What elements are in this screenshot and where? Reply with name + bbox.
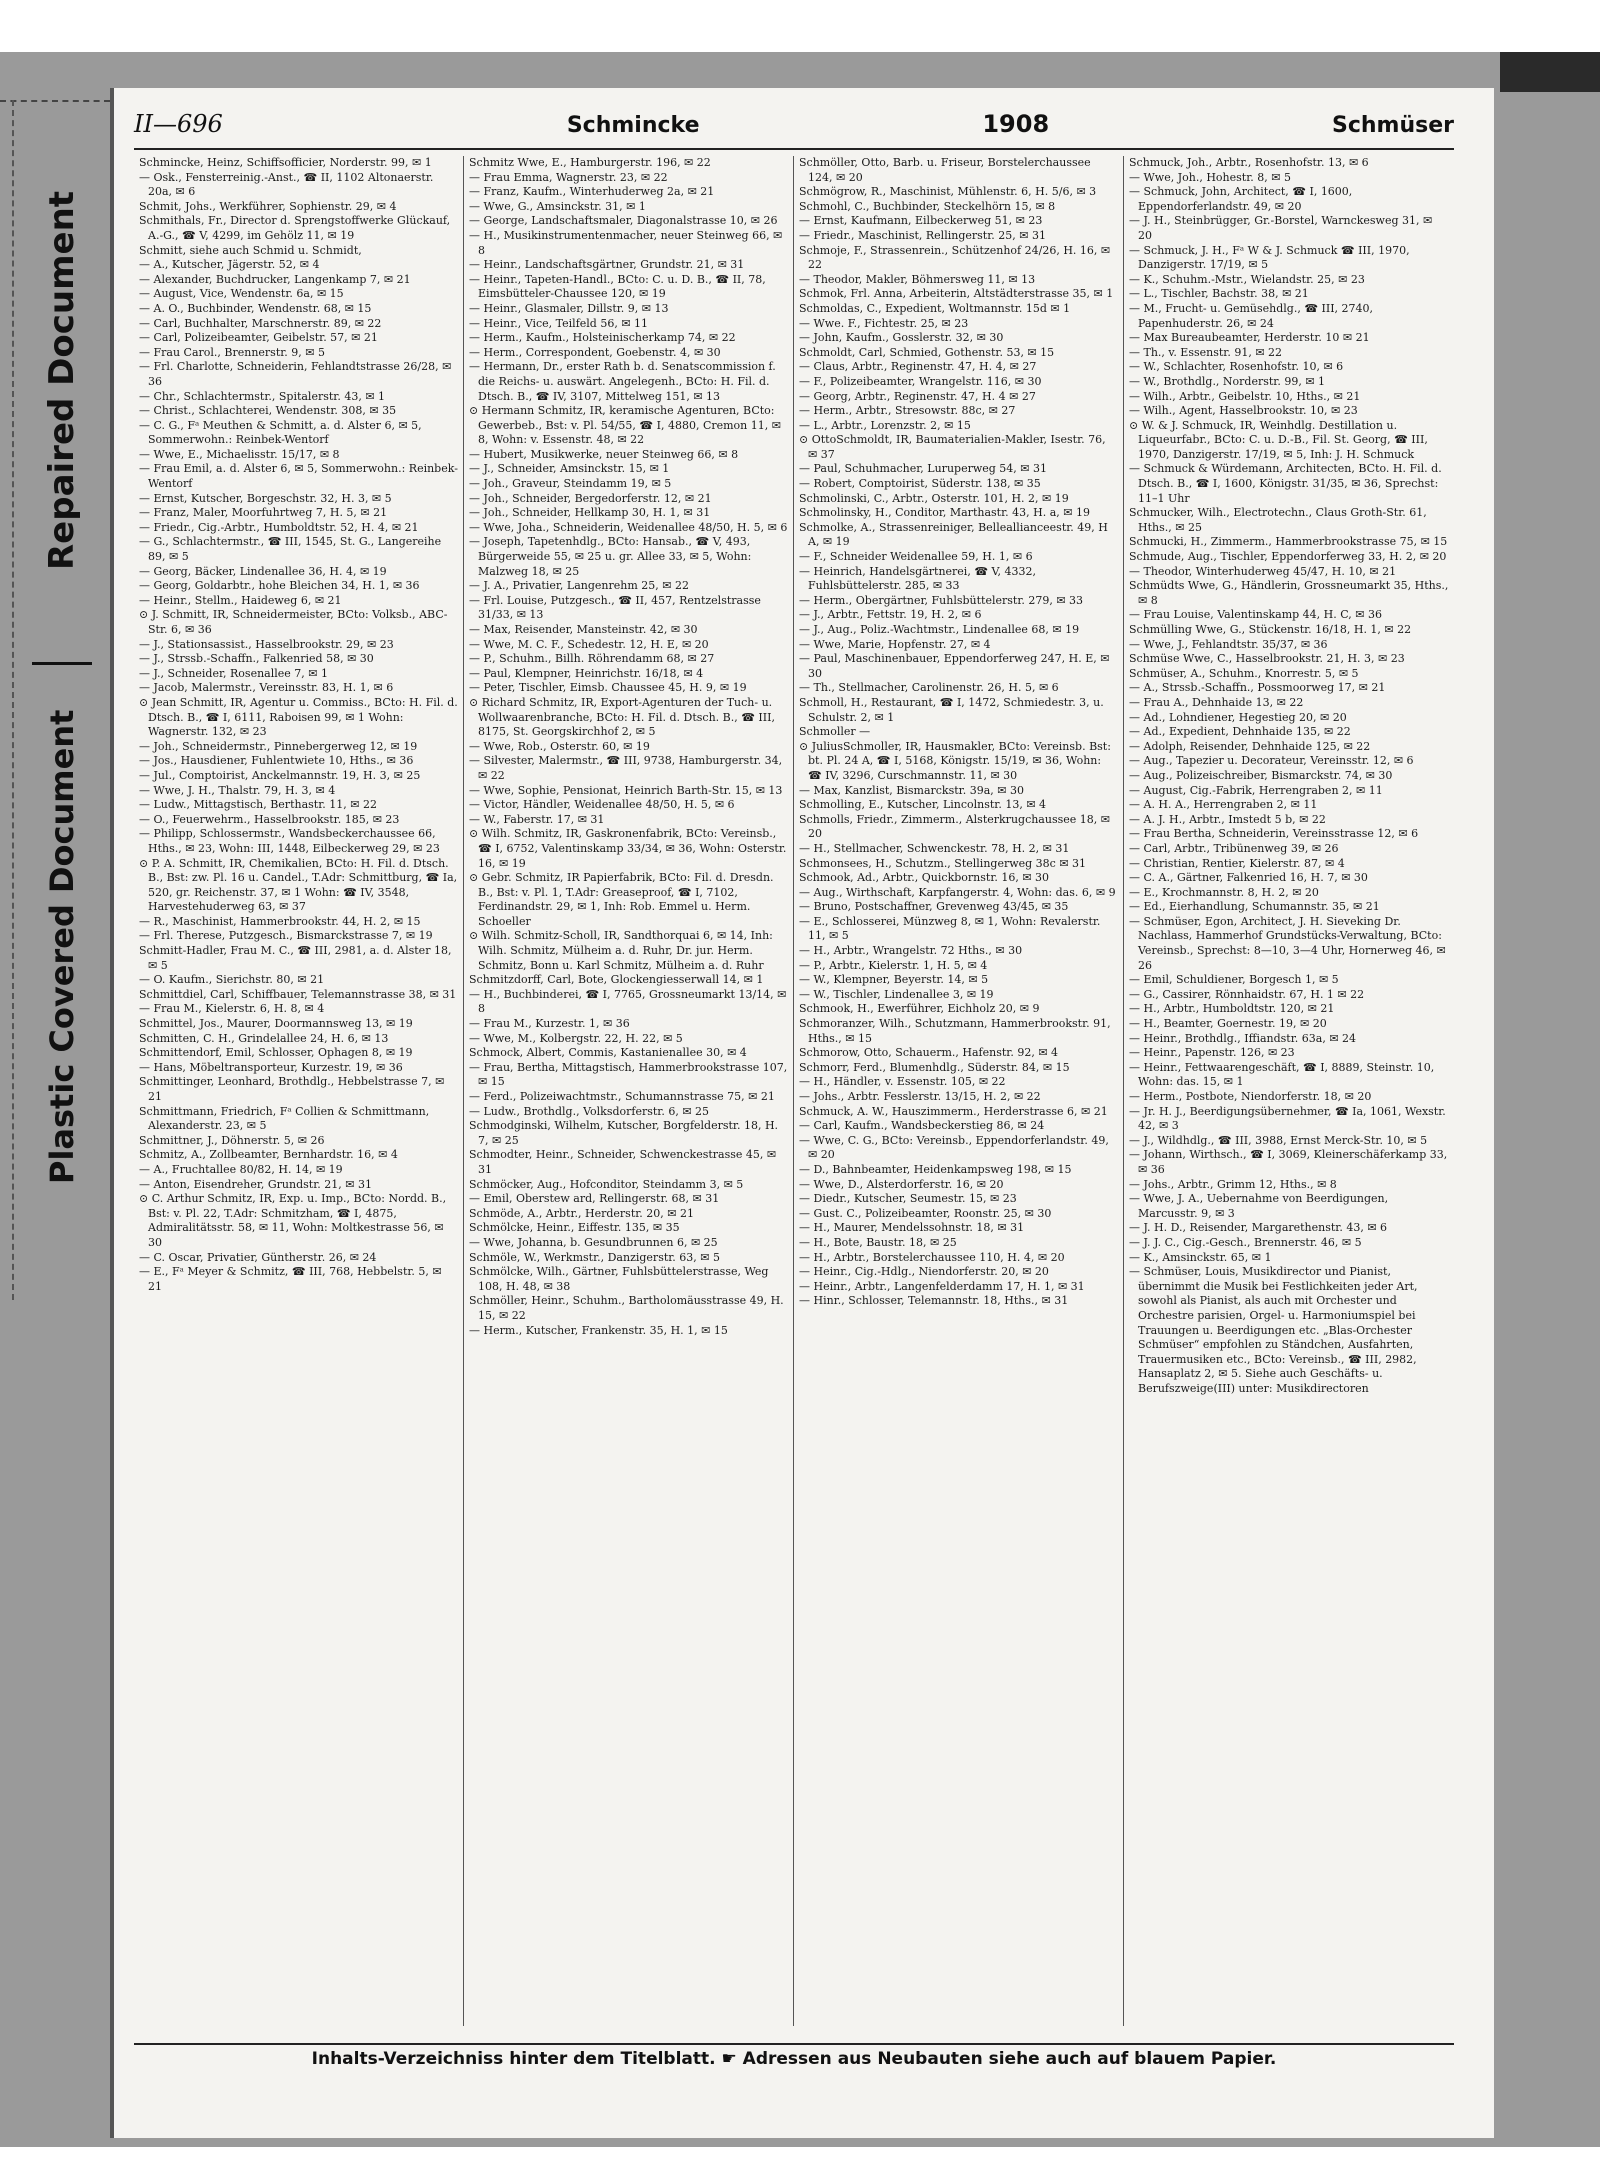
directory-entry: — Joh., Schneidermstr., Pinnebergerweg 12, ✉ 19 <box>139 739 418 753</box>
directory-entry: — J., Aug., Poliz.-Wachtmstr., Lindenallee 68, ✉ 19 <box>799 623 1080 636</box>
directory-entry: — E., Schlosserei, Münzweg 8, ✉ 1, Wohn: Revalerstr. 11, ✉ 5 <box>799 914 1101 943</box>
directory-entry: — A. O., Buchbinder, Wendenstr. 68, ✉ 15 <box>139 301 372 315</box>
directory-entry: — Frau Louise, Valentinskamp 44, H. C, ✉ 36 <box>1129 608 1382 622</box>
directory-entry: Schmoldas, C., Expedient, Woltmannstr. 15d ✉ 1 <box>799 301 1071 315</box>
directory-entry: Schmölcke, Heinr., Eiffestr. 135, ✉ 35 <box>469 1221 680 1235</box>
column-2 <box>464 156 794 2026</box>
directory-entry: Schmoldt, Carl, Schmied, Gothenstr. 53, ✉ 15 <box>799 345 1055 359</box>
directory-entry: — E., Krochmannstr. 8, H. 2, ✉ 20 <box>1129 885 1319 899</box>
directory-entry: Schmitten, C. H., Grindelallee 24, H. 6, ✉ 13 <box>139 1031 389 1045</box>
directory-entry: — Bruno, Postschaffner, Grevenweg 43/45, ✉ 35 <box>799 900 1069 914</box>
directory-entry: Schmude, Aug., Tischler, Eppendorferweg 33, H. 2, ✉ 20 <box>1129 550 1447 564</box>
directory-entry: Schmitt-Hadler, Frau M. C., ☎ III, 2981, a. d. Alster 18, ✉ 5 <box>139 944 452 972</box>
directory-entry: — Max Bureaubeamter, Herderstr. 10 ✉ 21 <box>1129 331 1370 345</box>
directory-entry: — Wwe, Sophie, Pensionat, Heinrich Barth-Str. 15, ✉ 13 <box>469 783 783 797</box>
directory-entry: — G., Cassirer, Rönnhaidstr. 67, H. 1 ✉ 22 <box>1129 987 1365 1001</box>
directory-entry: ⊙ Richard Schmitz, IR, Export-Agenturen der Tuch- u. Wollwaarenbranche, BCto: H. Fil. d. Dtsch. B., ☎ III, 8175, St. Georgskirchhof 2, ✉ 5 <box>469 695 775 739</box>
directory-entry: — Diedr., Kutscher, Seumestr. 15, ✉ 23 <box>799 1192 1017 1206</box>
directory-entry: — John, Kaufm., Gosslerstr. 32, ✉ 30 <box>799 331 1004 345</box>
directory-entry: Schmülling Wwe, G., Stückenstr. 16/18, H. 1, ✉ 22 <box>1129 623 1412 636</box>
directory-entry: — Wwe, Marie, Hopfenstr. 27, ✉ 4 <box>799 637 991 651</box>
directory-entry: — Frau M., Kielerstr. 6, H. 8, ✉ 4 <box>139 1002 325 1016</box>
directory-entry: — J., Wildhdlg., ☎ III, 3988, Ernst Merck-Str. 10, ✉ 5 <box>1129 1133 1428 1147</box>
directory-entry: Schmodginski, Wilhelm, Kutscher, Borgfelderstr. 18, H. 7, ✉ 25 <box>469 1119 779 1147</box>
directory-entry: — Peter, Tischler, Eimsb. Chaussee 45, H. 9, ✉ 19 <box>469 681 747 695</box>
directory-entry: — Theodor, Winterhuderweg 45/47, H. 10, ✉ 21 <box>1129 564 1397 578</box>
page-header <box>134 110 1454 150</box>
directory-entry: — W., Tischler, Lindenallee 3, ✉ 19 <box>799 987 994 1001</box>
directory-entry: — Wwe, J. A., Uebernahme von Beerdigungen, Marcusstr. 9, ✉ 3 <box>1129 1192 1389 1220</box>
directory-entry: — Ludw., Mittagstisch, Berthastr. 11, ✉ 22 <box>139 798 377 812</box>
directory-entry: — Georg, Bäcker, Lindenallee 36, H. 4, ✉ 19 <box>139 564 387 578</box>
directory-entry: — Th., Stellmacher, Carolinenstr. 26, H. 5, ✉ 6 <box>799 681 1059 695</box>
directory-entry: — Max, Kanzlist, Bismarckstr. 39a, ✉ 30 <box>799 783 1024 797</box>
directory-entry: Schmöle, W., Werkmstr., Danzigerstr. 63, ✉ 5 <box>469 1250 721 1264</box>
directory-entry: Schmöcker, Aug., Hofconditor, Steindamm 3, ✉ 5 <box>469 1177 744 1191</box>
directory-entry: Schmögrow, R., Maschinist, Mühlenstr. 6, H. 5/6, ✉ 3 <box>799 185 1097 199</box>
directory-entry: Schmonsees, H., Schutzm., Stellingerweg 38c ✉ 31 <box>799 856 1087 870</box>
directory-entry: — W., Schlachter, Rosenhofstr. 10, ✉ 6 <box>1129 360 1344 374</box>
directory-entry: — Wwe, Rob., Osterstr. 60, ✉ 19 <box>469 739 650 753</box>
directory-entry: Schmittner, J., Döhnerstr. 5, ✉ 26 <box>139 1133 325 1147</box>
directory-entry: — Aug., Wirthschaft, Karpfangerstr. 4, Wohn: das. 6, ✉ 9 <box>799 885 1116 899</box>
directory-entry: — W., Klempner, Beyerstr. 14, ✉ 5 <box>799 973 989 987</box>
directory-entry: ⊙ P. A. Schmitt, IR, Chemikalien, BCto: H. Fil. d. Dtsch. B., Bst: zw. Pl. 16 u. Candel., T.Adr: Schmittburg, ☎ Ia, 520, gr. Reichenstr. 37, ✉ 1 Wohn: ☎ IV, 3548, Harvestehuderweg 63, ✉ 37 <box>139 856 458 914</box>
directory-entry: — W., Brothdlg., Norderstr. 99, ✉ 1 <box>1129 374 1326 388</box>
directory-entry: Schmittmann, Friedrich, Fᵃ Collien & Schmittmann, Alexanderstr. 23, ✉ 5 <box>139 1104 430 1133</box>
directory-entry: — Wwe, D., Alsterdorferstr. 16, ✉ 20 <box>799 1177 1004 1191</box>
directory-entry: — C. Oscar, Privatier, Güntherstr. 26, ✉ 24 <box>139 1250 377 1264</box>
column-1 <box>134 156 464 2026</box>
directory-entry: Schmüser, A., Schuhm., Knorrestr. 5, ✉ 5 <box>1129 666 1359 680</box>
directory-entry: ⊙ OttoSchmoldt, IR, Baumaterialien-Makler, Isestr. 76, ✉ 37 <box>799 433 1106 461</box>
directory-entry: Schmuck, A. W., Hauszimmerm., Herderstrasse 6, ✉ 21 <box>799 1104 1108 1118</box>
directory-entry: — Hermann, Dr., erster Rath b. d. Senatscommission f. die Reichs- u. auswärt. Angelegenh., BCto: H. Fil. d. Dtsch. B., ☎ IV, 3107, Mittelweg 151, ✉ 13 <box>469 360 776 403</box>
directory-entry: — Anton, Eisendreher, Grundstr. 21, ✉ 31 <box>139 1177 372 1191</box>
directory-entry: — Christian, Rentier, Kielerstr. 87, ✉ 4 <box>1129 856 1345 870</box>
directory-entry: — Frl. Therese, Putzgesch., Bismarckstrasse 7, ✉ 19 <box>139 929 433 943</box>
directory-entry: — Heinr., Papenstr. 126, ✉ 23 <box>1129 1046 1295 1060</box>
directory-entry: ⊙ JuliusSchmoller, IR, Hausmakler, BCto: Vereinsb. Bst: bt. Pl. 24 A, ☎ I, 5168, Königstr. 15/19, ✉ 36, Wohn: ☎ IV, 3296, Curschmannstr. 11, ✉ 30 <box>799 739 1111 782</box>
directory-entry: — Ludw., Brothdlg., Volksdorferstr. 6, ✉ 25 <box>469 1104 710 1118</box>
directory-entry: — Frau Emma, Wagnerstr. 23, ✉ 22 <box>469 170 668 184</box>
directory-entry: — W., Faberstr. 17, ✉ 31 <box>469 812 605 826</box>
directory-entry: — Emil, Schuldiener, Borgesch 1, ✉ 5 <box>1129 973 1339 987</box>
directory-entry: ⊙ J. Schmitt, IR, Schneidermeister, BCto: Volksb., ABC-Str. 6, ✉ 36 <box>139 608 448 636</box>
directory-entry: — Jacob, Malermstr., Vereinsstr. 83, H. 1, ✉ 6 <box>139 681 394 695</box>
directory-entry: — Schmuck, J. H., Fᵃ W & J. Schmuck ☎ III, 1970, Danzigerstr. 17/19, ✉ 5 <box>1129 243 1410 272</box>
directory-entry: — Joseph, Tapetenhdlg., BCto: Hansab., ☎ V, 493, Bürgerweide 55, ✉ 25 u. gr. Allee 33, ✉ 5, Wohn: Malzweg 18, ✉ 25 <box>469 535 752 578</box>
scan-corner-tab <box>1500 52 1600 92</box>
directory-entry: Schmölcke, Wilh., Gärtner, Fuhlsbüttelerstrasse, Weg 108, H. 48, ✉ 38 <box>469 1265 769 1293</box>
directory-entry: Schmock, Albert, Commis, Kastanienallee 30, ✉ 4 <box>469 1046 747 1060</box>
directory-entry: — J., Schneider, Rosenallee 7, ✉ 1 <box>139 666 328 680</box>
directory-entry: ⊙ Wilh. Schmitz-Scholl, IR, Sandthorquai 6, ✉ 14, Inh: Wilh. Schmitz, Mülheim a. d. Ruhr, Dr. jur. Herm. Schmitz, Bonn u. Karl Schmitz, Mülheim a. d. Ruhr <box>469 929 773 972</box>
directory-entry: Schmöde, A., Arbtr., Herderstr. 20, ✉ 21 <box>469 1206 694 1220</box>
directory-entry: — Heinr., Landschaftsgärtner, Grundstr. 21, ✉ 31 <box>469 258 745 272</box>
directory-entry: — C. G., Fᵃ Meuthen & Schmitt, a. d. Alster 6, ✉ 5, Sommerwohn.: Reinbek-Wentorf <box>139 418 422 447</box>
directory-entry: — D., Bahnbeamter, Heidenkampsweg 198, ✉ 15 <box>799 1162 1072 1176</box>
directory-entry: — Heinrich, Handelsgärtnerei, ☎ V, 4332, Fuhlsbüttelerstr. 285, ✉ 33 <box>799 564 1037 593</box>
directory-entry: — Schmüser, Egon, Architect, J. H. Sieveking Dr. Nachlass, Hammerhof Grundstücks-Verwaltung, BCto: Vereinsb., Sprechst: 8—10, 3—4 Uhr, Hornerweg 46, ✉ 26 <box>1129 914 1446 972</box>
directory-entry: — Wwe, C. G., BCto: Vereinsb., Eppendorferlandstr. 49, ✉ 20 <box>799 1133 1109 1162</box>
directory-entry: — Herm., Correspondent, Goebenstr. 4, ✉ 30 <box>469 345 721 359</box>
directory-entry: — L., Arbtr., Lorenzstr. 2, ✉ 15 <box>799 418 971 432</box>
directory-entry: — H., Bote, Baustr. 18, ✉ 25 <box>799 1235 957 1249</box>
directory-entry: — Frau Emil, a. d. Alster 6, ✉ 5, Sommerwohn.: Reinbek-Wentorf <box>139 462 458 491</box>
directory-entry: — O. Kaufm., Sierichstr. 80, ✉ 21 <box>139 973 325 987</box>
directory-entry: Schmucker, Wilh., Electrotechn., Claus Groth-Str. 61, Hths., ✉ 25 <box>1129 506 1427 534</box>
side-label-divider <box>32 662 92 665</box>
directory-entry: Schmittinger, Leonhard, Brothdlg., Hebbelstrasse 7, ✉ 21 <box>139 1075 445 1103</box>
directory-entry: Schmöller, Otto, Barb. u. Friseur, Borstelerchaussee 124, ✉ 20 <box>799 156 1091 184</box>
directory-entry: Schmoller — <box>799 725 871 739</box>
directory-entry: Schmüdts Wwe, G., Händlerin, Grossneumarkt 35, Hths., ✉ 8 <box>1129 579 1449 607</box>
directory-entry: — Paul, Maschinenbauer, Eppendorferweg 247, H. E, ✉ 30 <box>799 652 1110 680</box>
directory-entry: Schmolling, E., Kutscher, Lincolnstr. 13, ✉ 4 <box>799 798 1047 812</box>
directory-entry: Schmolke, A., Strassenreiniger, Belleallianceestr. 49, H A, ✉ 19 <box>799 520 1108 549</box>
directory-entry: — Franz, Kaufm., Winterhuderweg 2a, ✉ 21 <box>469 185 715 199</box>
directory-entry: — A., Strssb.-Schaffn., Possmoorweg 17, ✉ 21 <box>1129 681 1386 695</box>
directory-entry: — Aug., Tapezier u. Decorateur, Vereinsstr. 12, ✉ 6 <box>1129 754 1414 768</box>
directory-entry: — Wwe, G., Amsinckstr. 31, ✉ 1 <box>469 199 646 213</box>
directory-entry: — Ernst, Kaufmann, Eilbeckerweg 51, ✉ 23 <box>799 214 1043 228</box>
directory-entry: — Frau, Bertha, Mittagstisch, Hammerbrookstrasse 107, ✉ 15 <box>469 1060 788 1089</box>
directory-entry: — Johs., Arbtr., Grimm 12, Hths., ✉ 8 <box>1129 1177 1337 1191</box>
directory-entry: — Wwe, M. C. F., Schedestr. 12, H. E, ✉ 20 <box>469 637 709 651</box>
directory-entry: — Schmuck & Würdemann, Architecten, BCto. H. Fil. d. Dtsch. B., ☎ I, 1600, Königstr. 31/35, ✉ 36, Sprechst: 11–1 Uhr <box>1129 462 1442 505</box>
directory-entry: — H., Händler, v. Essenstr. 105, ✉ 22 <box>799 1075 1006 1089</box>
repaired-document-label: Repaired Document <box>42 190 82 570</box>
directory-entry: — Heinr., Fettwaarengeschäft, ☎ I, 8889, Steinstr. 10, Wohn: das. 15, ✉ 1 <box>1129 1060 1435 1089</box>
directory-entry: Schmook, H., Ewerführer, Eichholz 20, ✉ 9 <box>799 1002 1040 1016</box>
directory-entry: — Heinr., Cig.-Hdlg., Niendorferstr. 20, ✉ 20 <box>799 1265 1049 1279</box>
directory-entry: ⊙ W. & J. Schmuck, IR, Weinhdlg. Destillation u. Liqueurfabr., BCto: C. u. D.-B., Fil. St. Georg, ☎ III, 1970, Danzigerstr. 17/19, ✉ 5, Inh: J. H. Schmuck <box>1129 418 1428 461</box>
directory-entry: — Victor, Händler, Weidenallee 48/50, H. 5, ✉ 6 <box>469 798 735 812</box>
directory-entry: — Johann, Wirthsch., ☎ I, 3069, Kleinerschäferkamp 33, ✉ 36 <box>1129 1148 1448 1176</box>
directory-entry: Schmohl, C., Buchbinder, Steckelhörn 15, ✉ 8 <box>799 199 1056 213</box>
directory-entry: — A., Fruchtallee 80/82, H. 14, ✉ 19 <box>139 1162 343 1176</box>
directory-entry: — O., Feuerwehrm., Hasselbrookstr. 185, ✉ 23 <box>139 812 400 826</box>
directory-entry: Schmitz Wwe, E., Hamburgerstr. 196, ✉ 22 <box>469 156 711 169</box>
directory-entry: Schmook, Ad., Arbtr., Quickbornstr. 16, ✉ 30 <box>799 871 1050 885</box>
directory-entry: — Claus, Arbtr., Reginenstr. 47, H. 4, ✉ 27 <box>799 360 1037 374</box>
directory-entry: — Hinr., Schlosser, Telemannstr. 18, Hths., ✉ 31 <box>799 1294 1069 1308</box>
directory-entry: ⊙ Wilh. Schmitz, IR, Gaskronenfabrik, BCto: Vereinsb., ☎ I, 6752, Valentinskamp 33/34, ✉ 36, Wohn: Osterstr. 16, ✉ 19 <box>469 827 787 870</box>
directory-entry: — Ernst, Kutscher, Borgeschstr. 32, H. 3, ✉ 5 <box>139 491 392 505</box>
directory-entry: — A. H. A., Herrengraben 2, ✉ 11 <box>1129 798 1318 812</box>
directory-entry: ⊙ Hermann Schmitz, IR, keramische Agenturen, BCto: Gewerbeb., Bst: v. Pl. 54/55, ☎ I, 4880, Cremon 11, ✉ 8, Wohn: v. Essenstr. 48, ✉ 22 <box>469 404 781 447</box>
directory-entry: — Schmüser, Louis, Musikdirector und Pianist, übernimmt die Musik bei Festlichkeiten jeder Art, sowohl als Pianist, als auch mit Orchester und Orchestre parisien, Orgel- u. Harmoniumspiel bei Trauungen u. Beerdigungen etc. „Blas-Orchester Schmüser“ empfohlen zu Ständchen, Ausfahrten, Trauermusiken etc., BCto: Vereinsb., ☎ III, 2982, Hansaplatz 2, ✉ 5. Siehe auch Geschäfts- u. Berufszweige(III) unter: Musikdirectoren <box>1129 1265 1418 1395</box>
last-keyword: Schmüser <box>1331 113 1454 138</box>
directory-entry: — Friedr., Cig.-Arbtr., Humboldtstr. 52, H. 4, ✉ 21 <box>139 520 419 534</box>
directory-entry: — J. H., Steinbrügger, Gr.-Borstel, Warnckesweg 31, ✉ 20 <box>1129 214 1433 242</box>
directory-entry: — Aug., Polizeischreiber, Bismarckstr. 74, ✉ 30 <box>1129 768 1393 782</box>
plastic-covered-label: Plastic Covered Document <box>43 709 81 1185</box>
directory-entry: — Jr. H. J., Beerdigungsübernehmer, ☎ Ia, 1061, Wexstr. 42, ✉ 3 <box>1129 1104 1446 1133</box>
directory-entry: — H., Arbtr., Wrangelstr. 72 Hths., ✉ 30 <box>799 944 1023 958</box>
directory-entry: — Franz, Maler, Moorfuhrtweg 7, H. 5, ✉ 21 <box>139 506 388 520</box>
directory-entry: — L., Tischler, Bachstr. 38, ✉ 21 <box>1129 287 1309 301</box>
directory-entry: — P., Schuhm., Billh. Röhrendamm 68, ✉ 27 <box>469 652 715 666</box>
directory-entry: — Wwe, J., Fehlandtstr. 35/37, ✉ 36 <box>1129 637 1328 651</box>
directory-entry: — Hubert, Musikwerke, neuer Steinweg 66, ✉ 8 <box>469 447 739 461</box>
directory-entry: — H., Buchbinderei, ☎ I, 7765, Grossneumarkt 13/14, ✉ 8 <box>469 987 787 1016</box>
directory-entry: — Alexander, Buchdrucker, Langenkamp 7, ✉ 21 <box>139 272 411 286</box>
directory-entry: Schmorow, Otto, Schauerm., Hafenstr. 92, ✉ 4 <box>799 1046 1059 1060</box>
directory-entry: Schmöller, Heinr., Schuhm., Bartholomäusstrasse 49, H. 15, ✉ 22 <box>469 1294 784 1322</box>
directory-entry: — Carl, Arbtr., Tribünenweg 39, ✉ 26 <box>1129 841 1339 855</box>
directory-entry: — Jos., Hausdiener, Fuhlentwiete 10, Hths., ✉ 36 <box>139 754 414 768</box>
directory-entry: — F., Schneider Weidenallee 59, H. 1, ✉ 6 <box>799 550 1033 564</box>
directory-entry: — Johs., Arbtr. Fesslerstr. 13/15, H. 2, ✉ 22 <box>799 1090 1041 1103</box>
directory-entry: — H., Musikinstrumentenmacher, neuer Steinweg 66, ✉ 8 <box>469 228 783 257</box>
directory-entry: — Wilh., Agent, Hasselbrookstr. 10, ✉ 23 <box>1129 404 1358 418</box>
directory-entry: Schmittendorf, Emil, Schlosser, Ophagen 8, ✉ 19 <box>139 1046 413 1060</box>
directory-entry: — Max, Reisender, Mansteinstr. 42, ✉ 30 <box>469 623 698 636</box>
directory-entry: — E., Fᵃ Meyer & Schmitz, ☎ III, 768, Hebbelstr. 5, ✉ 21 <box>139 1265 442 1293</box>
directory-entry: — Wwe. F., Fichtestr. 25, ✉ 23 <box>799 316 969 330</box>
directory-entry: — R., Maschinist, Hammerbrookstr. 44, H. 2, ✉ 15 <box>139 914 421 928</box>
directory-entry: — H., Arbtr., Humboldtstr. 120, ✉ 21 <box>1129 1002 1335 1016</box>
directory-entry: — J., Schneider, Amsinckstr. 15, ✉ 1 <box>469 462 670 476</box>
directory-entry: Schmucki, H., Zimmerm., Hammerbrookstrasse 75, ✉ 15 <box>1129 535 1448 549</box>
dashed-margin-line <box>12 100 14 1300</box>
directory-entry: — J. J. C., Cig.-Gesch., Brennerstr. 46, ✉ 5 <box>1129 1235 1362 1249</box>
directory-entry: — Georg, Arbtr., Reginenstr. 47, H. 4 ✉ 27 <box>799 389 1036 403</box>
directory-entry: — Herm., Kaufm., Holsteinischerkamp 74, ✉ 22 <box>469 331 736 345</box>
directory-entry: — Gust. C., Polizeibeamter, Roonstr. 25, ✉ 30 <box>799 1206 1052 1220</box>
directory-entry: — Heinr., Stellm., Haideweg 6, ✉ 21 <box>139 593 342 607</box>
directory-entry: — H., Maurer, Mendelssohnstr. 18, ✉ 31 <box>799 1221 1025 1235</box>
directory-entry: — K., Schuhm.-Mstr., Wielandstr. 25, ✉ 23 <box>1129 272 1365 286</box>
directory-entry: — August, Cig.-Fabrik, Herrengraben 2, ✉ 11 <box>1129 783 1383 797</box>
directory-entry: ⊙ C. Arthur Schmitz, IR, Exp. u. Imp., BCto: Nordd. B., Bst: v. Pl. 22, T.Adr: Schmitzham, ☎ I, 4875, Admiralitätsstr. 58, ✉ 11, Wohn: Moltkestrasse 56, ✉ 30 <box>139 1192 447 1249</box>
first-keyword: Schmincke <box>566 113 700 138</box>
directory-entry: — August, Vice, Wendenstr. 6a, ✉ 15 <box>139 287 344 301</box>
directory-entry: — Heinr., Arbtr., Langenfelderdamm 17, H. 1, ✉ 31 <box>799 1279 1085 1293</box>
side-label-strip <box>22 110 102 1220</box>
directory-entry: — Jul., Comptoirist, Anckelmannstr. 19, H. 3, ✉ 25 <box>139 768 421 782</box>
directory-entry: — Frau A., Dehnhaide 13, ✉ 22 <box>1129 695 1304 709</box>
directory-entry: — H., Beamter, Goernestr. 19, ✉ 20 <box>1129 1017 1327 1031</box>
directory-entry: — Joh., Schneider, Bergedorferstr. 12, ✉ 21 <box>469 491 712 505</box>
directory-entry: — Adolph, Reisender, Dehnhaide 125, ✉ 22 <box>1129 739 1371 753</box>
directory-entry: — Ad., Lohndiener, Hegestieg 20, ✉ 20 <box>1129 710 1347 724</box>
year: 1908 <box>982 110 1050 138</box>
directory-entry: — Osk., Fensterreinig.-Anst., ☎ II, 1102 Altonaerstr. 20a, ✉ 6 <box>139 170 434 199</box>
directory-entry: — Th., v. Essenstr. 91, ✉ 22 <box>1129 345 1283 359</box>
directory-entry: — Heinr., Glasmaler, Dillstr. 9, ✉ 13 <box>469 301 669 315</box>
directory-entry: — Wwe, E., Michaelisstr. 15/17, ✉ 8 <box>139 447 340 461</box>
directory-entry: Schmitzdorff, Carl, Bote, Glockengiesserwall 14, ✉ 1 <box>469 973 764 987</box>
directory-entry: — Schmuck, John, Architect, ☎ I, 1600, Eppendorferlandstr. 49, ✉ 20 <box>1129 185 1353 213</box>
directory-entry: — F., Polizeibeamter, Wrangelstr. 116, ✉ 30 <box>799 374 1042 388</box>
directory-entry: — H., Stellmacher, Schwenckestr. 78, H. 2, ✉ 31 <box>799 841 1070 855</box>
directory-entry: — Chr., Schlachtermstr., Spitalerstr. 43, ✉ 1 <box>139 389 386 403</box>
directory-entry: — Wwe, Joha., Schneiderin, Weidenallee 48/50, H. 5, ✉ 6 <box>469 520 788 534</box>
directory-entry: — Theodor, Makler, Böhmersweg 11, ✉ 13 <box>799 272 1036 286</box>
directory-entry: — Paul, Schuhmacher, Luruperweg 54, ✉ 31 <box>799 462 1047 476</box>
directory-entry: — J., Stationsassist., Hasselbrookstr. 29, ✉ 23 <box>139 637 394 651</box>
directory-entry: Schmit, Johs., Werkführer, Sophienstr. 29, ✉ 4 <box>139 199 397 213</box>
directory-entry: — Heinr., Brothdlg., Iffiandstr. 63a, ✉ 24 <box>1129 1031 1357 1045</box>
directory-entry: Schmittel, Jos., Maurer, Doormannsweg 13, ✉ 19 <box>139 1017 413 1031</box>
directory-entry: ⊙ Gebr. Schmitz, IR Papierfabrik, BCto: Fil. d. Dresdn. B., Bst: v. Pl. 1, T.Adr: Greaseproof, ☎ I, 7102, Ferdinandstr. 29, ✉ 1, Inh: Rob. Emmel u. Herm. Schoeller <box>469 871 774 928</box>
directory-entry: — Frl. Charlotte, Schneiderin, Fehlandtstrasse 26/28, ✉ 36 <box>139 360 452 388</box>
directory-entry: — Silvester, Malermstr., ☎ III, 9738, Hamburgerstr. 34, ✉ 22 <box>469 754 783 782</box>
directory-entry: — Joh., Graveur, Steindamm 19, ✉ 5 <box>469 477 672 491</box>
directory-entry: Schmincke, Heinz, Schiffsofficier, Norderstr. 99, ✉ 1 <box>139 156 432 169</box>
directory-entry: Schmorr, Ferd., Blumenhdlg., Süderstr. 84, ✉ 15 <box>799 1060 1070 1074</box>
directory-entry: — M., Frucht- u. Gemüsehdlg., ☎ III, 2740, Papenhuderstr. 26, ✉ 24 <box>1129 301 1374 330</box>
directory-entry: — Herm., Arbtr., Stresowstr. 88c, ✉ 27 <box>799 404 1016 418</box>
directory-entry: — Friedr., Maschinist, Rellingerstr. 25, ✉ 31 <box>799 228 1046 242</box>
directory-entry: — Herm., Obergärtner, Fuhlsbüttelerstr. 279, ✉ 33 <box>799 593 1084 607</box>
page-footer-note: Inhalts-Verzeichniss hinter dem Titelblatt. ☛ Adressen aus Neubauten siehe auch auf blauem Papier. <box>134 2043 1454 2079</box>
directory-entry: Schmithals, Fr., Director d. Sprengstoffwerke Glückauf, A.-G., ☎ V, 4299, im Gehölz 11, ✉ 19 <box>139 214 451 242</box>
directory-entry: — H., Arbtr., Borstelerchaussee 110, H. 4, ✉ 20 <box>799 1250 1065 1264</box>
column-3 <box>794 156 1124 2026</box>
directory-entry: — J. H. D., Reisender, Margarethenstr. 43, ✉ 6 <box>1129 1221 1388 1235</box>
directory-entry: — Wwe, M., Kolbergstr. 22, H. 22, ✉ 5 <box>469 1031 683 1045</box>
directory-entry: — Frau Carol., Brennerstr. 9, ✉ 5 <box>139 345 325 359</box>
directory-entry: — Frau M., Kurzestr. 1, ✉ 36 <box>469 1017 630 1031</box>
directory-entry: — J., Strssb.-Schaffn., Falkenried 58, ✉ 30 <box>139 652 374 666</box>
directory-entry: — Georg, Goldarbtr., hohe Bleichen 34, H. 1, ✉ 36 <box>139 579 420 593</box>
directory-entry: — K., Amsinckstr. 65, ✉ 1 <box>1129 1250 1272 1264</box>
directory-entry: — Emil, Oberstew ard, Rellingerstr. 68, ✉ 31 <box>469 1192 720 1206</box>
directory-entry: Schmoranzer, Wilh., Schutzmann, Hammerbrookstr. 91, Hths., ✉ 15 <box>799 1017 1111 1045</box>
directory-entry: — George, Landschaftsmaler, Diagonalstrasse 10, ✉ 26 <box>469 214 778 228</box>
directory-entry: Schmoje, F., Strassenrein., Schützenhof 24/26, H. 16, ✉ 22 <box>799 243 1111 272</box>
directory-entry: — Paul, Klempner, Heinrichstr. 16/18, ✉ 4 <box>469 666 704 680</box>
directory-entry: Schmoll, H., Restaurant, ☎ I, 1472, Schmiedestr. 3, u. Schulstr. 2, ✉ 1 <box>799 695 1104 724</box>
directory-entry: — Carl, Polizeibeamter, Geibelstr. 57, ✉ 21 <box>139 331 378 345</box>
directory-entry: — A. J. H., Arbtr., Imstedt 5 b, ✉ 22 <box>1129 812 1326 826</box>
directory-entry: — Herm., Postbote, Niendorferstr. 18, ✉ 20 <box>1129 1090 1372 1103</box>
directory-entry: — Wwe, Joh., Hohestr. 8, ✉ 5 <box>1129 170 1291 184</box>
directory-entry: — Heinr., Vice, Teilfeld 56, ✉ 11 <box>469 316 649 330</box>
directory-entry: — Robert, Comptoirist, Süderstr. 138, ✉ 35 <box>799 477 1041 491</box>
directory-entry: — Wwe, Johanna, b. Gesundbrunnen 6, ✉ 25 <box>469 1235 718 1249</box>
directory-entry: — Heinr., Tapeten-Handl., BCto: C. u. D. B., ☎ II, 78, Eimsbütteler-Chaussee 120, ✉ 19 <box>469 272 766 301</box>
dashed-guide-line <box>0 100 110 102</box>
directory-entry: Schmolls, Friedr., Zimmerm., Alsterkrugchaussee 18, ✉ 20 <box>799 812 1110 841</box>
directory-entry: — Wwe, J. H., Thalstr. 79, H. 3, ✉ 4 <box>139 783 336 797</box>
page-number: II—696 <box>134 110 223 138</box>
directory-entry: Schmittdiel, Carl, Schiffbauer, Telemannstrasse 38, ✉ 31 <box>139 987 457 1001</box>
directory-entry: — Carl, Kaufm., Wandsbeckerstieg 86, ✉ 24 <box>799 1119 1045 1133</box>
directory-entry: Schmok, Frl. Anna, Arbeiterin, Altstädterstrasse 35, ✉ 1 <box>799 287 1114 301</box>
directory-entry: — Herm., Kutscher, Frankenstr. 35, H. 1, ✉ 15 <box>469 1323 728 1337</box>
directory-entry: Schmitt, siehe auch Schmid u. Schmidt, <box>139 243 362 257</box>
directory-entry: — Christ., Schlachterei, Wendenstr. 308, ✉ 35 <box>139 404 397 418</box>
directory-columns <box>134 156 1456 2026</box>
directory-entry: — Frl. Louise, Putzgesch., ☎ II, 457, Rentzelstrasse 31/33, ✉ 13 <box>469 593 761 622</box>
directory-entry: — G., Schlachtermstr., ☎ III, 1545, St. G., Langereihe 89, ✉ 5 <box>139 535 442 564</box>
directory-entry: — J., Arbtr., Fettstr. 19, H. 2, ✉ 6 <box>799 608 982 622</box>
directory-entry: — Wilh., Arbtr., Geibelstr. 10, Hths., ✉ 21 <box>1129 389 1361 403</box>
directory-entry: — A., Kutscher, Jägerstr. 52, ✉ 4 <box>139 258 320 272</box>
directory-entry: Schmitz, A., Zollbeamter, Bernhardstr. 16, ✉ 4 <box>139 1148 398 1162</box>
directory-entry: — Frau Bertha, Schneiderin, Vereinsstrasse 12, ✉ 6 <box>1129 827 1419 841</box>
directory-entry: Schmolinsky, H., Conditor, Marthastr. 43, H. a, ✉ 19 <box>799 506 1090 520</box>
directory-entry: Schmüse Wwe, C., Hasselbrookstr. 21, H. 3, ✉ 23 <box>1129 652 1405 666</box>
directory-entry: — Joh., Schneider, Hellkamp 30, H. 1, ✉ 31 <box>469 506 711 520</box>
directory-entry: — J. A., Privatier, Langenrehm 25, ✉ 22 <box>469 579 689 593</box>
directory-entry: — Hans, Möbeltransporteur, Kurzestr. 19, ✉ 36 <box>139 1060 403 1074</box>
directory-entry: — Philipp, Schlossermstr., Wandsbeckerchaussee 66, Hths., ✉ 23, Wohn: III, 1448, Eilbeckerweg 29, ✉ 23 <box>139 827 440 855</box>
directory-entry: — P., Arbtr., Kielerstr. 1, H. 5, ✉ 4 <box>799 958 988 972</box>
directory-entry: Schmolinski, C., Arbtr., Osterstr. 101, H. 2, ✉ 19 <box>799 491 1069 505</box>
directory-entry: — Carl, Buchhalter, Marschnerstr. 89, ✉ 22 <box>139 316 382 330</box>
directory-entry: ⊙ Jean Schmitt, IR, Agentur u. Commiss., BCto: H. Fil. d. Dtsch. B., ☎ I, 6111, Raboisen 99, ✉ 1 Wohn: Wagnerstr. 132, ✉ 23 <box>139 695 458 739</box>
directory-entry: Schmuck, Joh., Arbtr., Rosenhofstr. 13, ✉ 6 <box>1129 156 1369 169</box>
directory-entry: — Ferd., Polizeiwachtmstr., Schumannstrasse 75, ✉ 21 <box>469 1090 775 1103</box>
column-4 <box>1124 156 1454 2026</box>
directory-page <box>110 88 1494 2138</box>
directory-entry: Schmodter, Heinr., Schneider, Schwenckestrasse 45, ✉ 31 <box>469 1148 777 1176</box>
directory-entry: — Ed., Eierhandlung, Schumannstr. 35, ✉ 21 <box>1129 900 1380 914</box>
directory-entry: — C. A., Gärtner, Falkenried 16, H. 7, ✉ 30 <box>1129 871 1368 885</box>
directory-entry: — Ad., Expedient, Dehnhaide 135, ✉ 22 <box>1129 725 1351 739</box>
